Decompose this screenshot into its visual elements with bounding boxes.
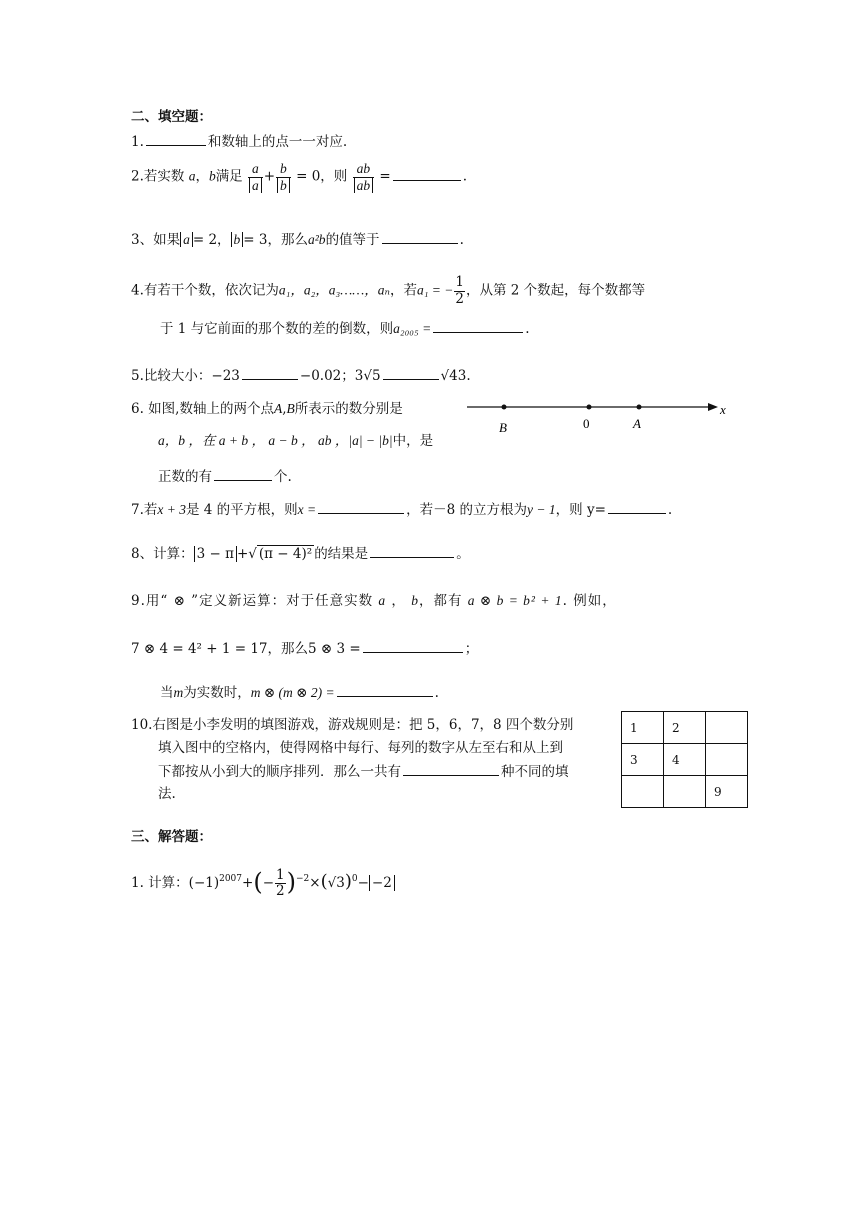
point-a: [637, 405, 642, 410]
answer-question-1: 1. 计算：$(-1)^{2007}+(-$ $\frac{1}{2}$ )$^{-2}\times(√3)^0- -2$: [131, 868, 395, 899]
q7-expr: x + 3: [157, 502, 186, 517]
q6-count: 个.: [274, 469, 292, 485]
question-4-line2: [160, 320, 529, 337]
q9-have: ，都有: [418, 593, 463, 609]
q2-frac-b: $\frac{b}{b}$: [276, 162, 291, 192]
q8-sqrt-expr: (π − 4)²: [258, 546, 313, 562]
question-3: [131, 231, 464, 248]
q3-eq2: = 2: [192, 232, 218, 248]
q2-equals-zero: = 0: [296, 168, 321, 185]
q9-a: a: [378, 593, 387, 608]
q9-rule: a ⊗ b = b² + 1: [467, 593, 563, 608]
q6-blank: [214, 468, 272, 481]
q3-then: ，那么: [267, 232, 308, 248]
a1-prefix: 1. 计算：: [131, 875, 189, 891]
q7-text2: ，若－8 的立方根为: [406, 502, 528, 518]
q4-intro: 4.有若干个数，依次记为: [131, 282, 279, 299]
question-10-line3: [158, 763, 569, 780]
q8-end: 。: [456, 546, 470, 562]
q10-blank: [403, 763, 499, 776]
q6-comma: ,: [282, 401, 287, 417]
q6-intro: 6. 如图,数轴上的两个点: [131, 401, 274, 417]
q6-which: 中，是: [392, 433, 434, 448]
q8-blank: [370, 545, 454, 558]
q9-when: 当: [160, 685, 174, 701]
axis-a-label: A: [633, 416, 641, 431]
grid-cell: [706, 744, 748, 776]
q9-example: . 例如，: [562, 593, 617, 609]
q4-end: .: [525, 321, 530, 337]
q8-abs-expr: 3 − π: [194, 546, 237, 562]
q9-ask2: m ⊗ (m ⊗ 2) =: [250, 685, 335, 700]
question-5: [131, 367, 471, 384]
q9-blank2: [337, 684, 433, 697]
q9-blank1: [363, 640, 463, 653]
q4-rest: ，从第 2 个数起，每个数都等: [465, 282, 646, 299]
q6-number-line: [462, 396, 742, 436]
q1-blank: [146, 133, 206, 146]
q5-left1: −23: [211, 368, 240, 384]
question-1: [131, 133, 347, 150]
a1-minus: −: [357, 875, 369, 891]
q3-end: .: [459, 232, 464, 248]
q9-semicolon: ；: [464, 641, 479, 657]
q5-blank1: [242, 367, 298, 380]
question-10-line2: 填入图中的空格内，使得网格中每行、每列的数字从左至右和从上到: [158, 740, 563, 756]
point-b: [502, 405, 507, 410]
q4-target: a₂₀₀₅ =: [393, 321, 432, 336]
a1-exp3: 0: [351, 874, 358, 884]
q2-equals: =: [379, 168, 391, 185]
q6-intro-b: 所表示的数分别是: [294, 401, 403, 417]
q9-m: m: [173, 685, 184, 700]
grid-cell: 9: [706, 776, 748, 808]
point-origin: [587, 405, 592, 410]
question-7: [131, 501, 672, 518]
q9-intro: 9.用“ ⊗ ”定义新运算：对于任意实数: [131, 593, 374, 609]
section-answer-heading: 三、解答题：: [131, 829, 212, 845]
q8-plus: +: [236, 546, 249, 562]
q7-end: .: [667, 502, 673, 518]
q7-text1: 是 4 的平方根，则: [186, 502, 298, 518]
grid-cell: 1: [622, 712, 664, 744]
q2-prefix: 2.若实数: [131, 168, 185, 185]
q5-blank2: [383, 367, 439, 380]
q3-eq3: = 3: [243, 232, 268, 248]
grid-cell: [706, 712, 748, 744]
q2-satisfy: 满足: [215, 168, 243, 185]
q2-var-a: a: [188, 168, 196, 184]
q9-example-calc: 7 ⊗ 4 = 4² + 1 = 17: [131, 641, 268, 657]
q3-tail: 的值等于: [325, 232, 380, 248]
question-9-line3: [160, 684, 439, 701]
a1-exp2: −2: [295, 874, 310, 884]
q4-blank: [433, 320, 523, 333]
q9-ask: 5 ⊗ 3 =: [308, 641, 361, 657]
a1-base: (−1): [188, 875, 220, 891]
q5-right1: −0.02: [299, 368, 342, 384]
q9-b: b: [411, 593, 419, 608]
q7-text3: ，则 y=: [555, 502, 606, 518]
a1-abs: −2: [369, 875, 395, 891]
q5-sep: ；: [341, 368, 355, 384]
q7-x: x =: [297, 502, 317, 517]
q6-label-a: A: [273, 401, 283, 416]
q9-real: 为实数时，: [183, 685, 251, 701]
q2-frac-a: $\frac{a}{a}$: [248, 162, 263, 192]
a1-times: ×: [309, 875, 321, 891]
question-9-line2: [131, 640, 478, 657]
q3-prefix: 3、如果: [131, 232, 181, 248]
q7-blank2: [608, 501, 666, 514]
a1-half: $\frac{1}{2}$: [276, 866, 285, 899]
q10-grid: [621, 711, 748, 808]
axis-x-label: x: [720, 402, 726, 417]
q7-y: y − 1: [527, 502, 556, 517]
q10-total: 下都按从小到大的顺序排列．那么一共有: [158, 764, 401, 780]
q9-then: ，那么: [267, 641, 309, 657]
q2-var-b: b: [208, 168, 216, 184]
axis-b-label: B: [499, 420, 507, 435]
grid-cell: [664, 776, 706, 808]
question-6-line3: [158, 468, 292, 485]
q3-sep: ，: [217, 232, 231, 248]
a1-exp1: 2007: [219, 874, 243, 884]
grid-cell: 4: [664, 744, 706, 776]
q3-abs-a: a: [180, 232, 193, 247]
q7-prefix: 7.若: [131, 502, 158, 518]
q5-prefix: 5.比较大小：: [131, 368, 212, 384]
q8-prefix: 8、计算：: [131, 546, 194, 562]
q3-abs-b: b: [231, 232, 244, 247]
question-4-line1: [131, 276, 645, 306]
grid-cell: 3: [622, 744, 664, 776]
a1-plus: +: [242, 875, 254, 891]
q5-left2: 3√5: [354, 368, 381, 384]
q4-a1: a₁ = −: [416, 282, 454, 298]
q10-methods: 种不同的填: [501, 764, 569, 780]
question-6-line2: [158, 433, 433, 449]
q1-text: 和数轴上的点一一对应.: [207, 134, 348, 150]
q6-positive: 正数的有: [158, 469, 212, 485]
q2-then: ，则: [320, 168, 348, 185]
q9-end: .: [434, 685, 439, 701]
q6-absdiff: |a| − |b|: [348, 433, 393, 448]
question-6-line1: [131, 401, 403, 417]
q2-frac-ab: $\frac{ab}{ab}$: [353, 162, 375, 192]
q7-blank1: [318, 501, 404, 514]
grid-cell: [622, 776, 664, 808]
question-8: 8、计算： 3 − π +√ (π − 4)² 的结果是 。: [131, 546, 470, 562]
q6-expressions: a，b ，在 a + b ， a − b ， ab ，: [158, 433, 349, 448]
q8-tail: 的结果是: [314, 546, 369, 562]
q1-number: 1.: [131, 134, 144, 150]
q2-end: .: [462, 168, 467, 185]
grid-cell: 2: [664, 712, 706, 744]
q4-if: ，若: [389, 282, 417, 299]
a1-root: √3: [327, 875, 345, 891]
question-10-line1: 10.右图是小李发明的填图游戏，游戏规则是：把 5，6，7，8 四个数分别: [131, 717, 574, 733]
a1-neg: −: [262, 875, 275, 891]
question-2: 2.若实数 a，b满足 $\frac{a}{a}$ + $\frac{b}{b}$ = 0，则 $\frac{ab}{ab}$ = .: [131, 161, 467, 193]
q6-label-b: B: [286, 401, 295, 416]
section-fill-heading: 二、填空题：: [131, 109, 212, 125]
q4-sequence: a₁，a₂，a₃……，aₙ: [278, 282, 390, 298]
q3-blank: [382, 231, 458, 244]
axis-origin-label: 0: [583, 416, 590, 431]
q3-expr: a²b: [308, 232, 326, 247]
question-10-line4: 法.: [158, 786, 176, 802]
q2-blank: [393, 168, 461, 181]
q5-end: .: [466, 368, 471, 384]
q4-line2-text: 于 1 与它前面的那个数的差的倒数，则: [160, 321, 394, 337]
q2-comma: ，: [195, 168, 209, 185]
q4-half: $\frac{1}{2}$: [455, 274, 464, 307]
question-9-line1: 9.用“ ⊗ ”定义新运算：对于任意实数 a ， b，都有 a ⊗ b = b² + 1. 例如，: [131, 593, 617, 609]
q5-right2: √43: [440, 368, 467, 384]
